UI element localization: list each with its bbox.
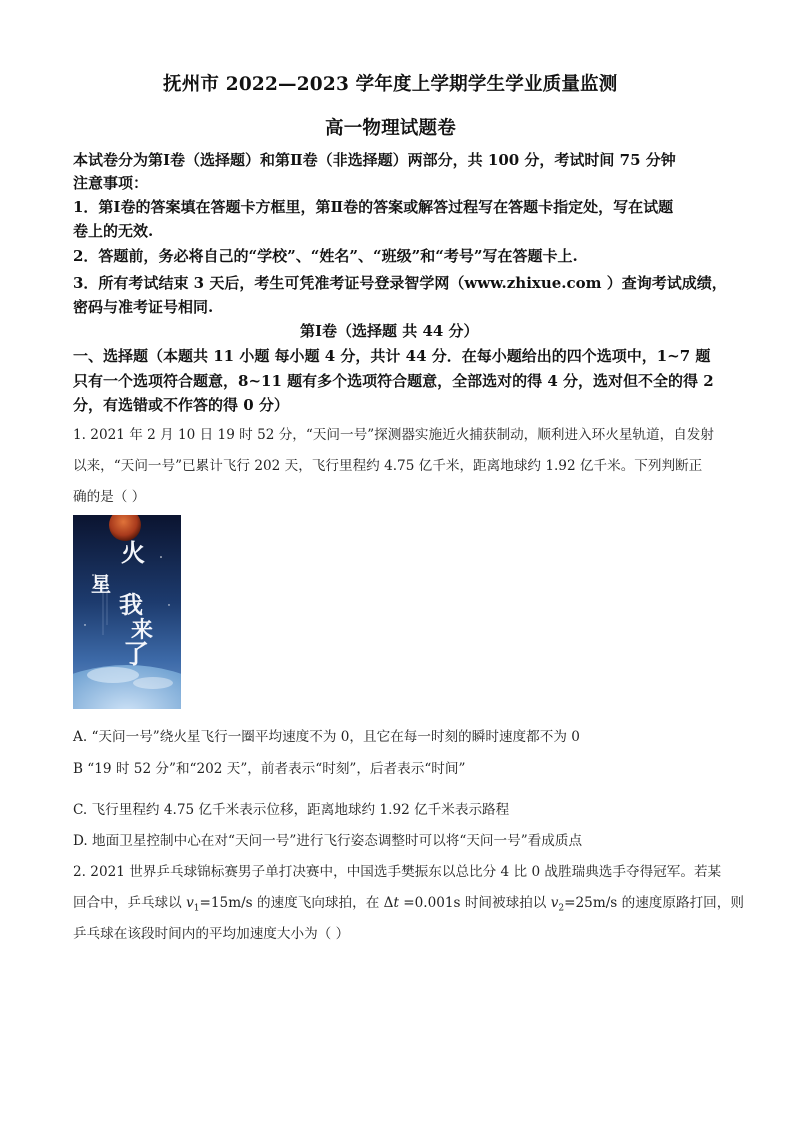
option-b: B “19 时 52 分”和“202 天”，前者表示“时刻”，后者表示“时间” (73, 761, 466, 777)
option-c: C. 飞行里程约 4.75 亿千米表示位移，距离地球约 1.92 亿千米表示路程 (73, 802, 510, 818)
note-3: 3．所有考试结束 3 天后，考生可凭准考证号登录智学网（www.zhixue.com ）查询考试成绩， (73, 274, 727, 292)
question-2-line-3: 乒乓球在该段时间内的平均加速度大小为（ ） (73, 926, 350, 942)
note-2: 2．答题前，务必将自己的“学校”、“姓名”、“班级”和“考号”写在答题卡上. (73, 247, 578, 265)
question-2-line-2: 回合中，乒乓球以 $v_1=15m/s$ 的速度飞向球拍，在 Δt =0.001s 时间被球拍以 $v_2=25m/s$ 的速度原路打回，则 (73, 895, 744, 914)
note-1: 1．第Ⅰ卷的答案填在答题卡方框里，第Ⅱ卷的答案或解答过程写在答题卡指定处，写在试题 (73, 198, 674, 216)
question-2: 2. 2021 世界乒乓球锦标赛男子单打决赛中，中国选手樊振东以总比分 4 比 0 战胜瑞典选手夺得冠军。若某 (73, 864, 722, 880)
option-d: D. 地面卫星控制中心在对“天问一号”进行飞行姿态调整时可以将“天问一号”看成质点 (73, 833, 583, 849)
note-1-cont: 卷上的无效. (73, 222, 154, 240)
intro-line: 本试卷分为第Ⅰ卷（选择题）和第Ⅱ卷（非选择题）两部分，共 100 分，考试时间 75 分钟 (73, 151, 676, 169)
poster-char-1: 火 (121, 538, 145, 567)
mars-poster-image (73, 515, 181, 709)
var-t: t (393, 895, 399, 911)
poster-char-3: 我 (119, 590, 143, 619)
question-1-line-2: 以来，“天问一号”已累计飞行 202 天，飞行里程约 4.75 亿千米，距离地球约 1.92 亿千米。下列判断正 (73, 458, 703, 474)
section-instructions-2: 只有一个选项符合题意，8~11 题有多个选项符合题意，全部选对的得 4 分，选对但不全的得 2 (73, 372, 714, 390)
option-a: A. “天问一号”绕火星飞行一圈平均速度不为 0，且它在每一时刻的瞬时速度都不为 0 (73, 729, 580, 745)
var-v2: v (550, 895, 559, 911)
note-3-cont: 密码与准考证号相同. (73, 298, 214, 316)
notice-title: 注意事项： (73, 174, 149, 192)
var-v1: v (186, 895, 194, 911)
section-heading: 第Ⅰ卷（选择题 共 44 分） (300, 322, 479, 340)
poster-char-2: 星 (91, 572, 111, 596)
question-1-line-3: 确的是（ ） (73, 489, 146, 505)
exam-title: 抚州市 2022—2023 学年度上学期学生学业质量监测 (163, 74, 618, 95)
poster-char-4: 来 (131, 617, 154, 643)
section-instructions-3: 分，有选错或不作答的得 0 分） (73, 396, 289, 414)
exam-subtitle: 高一物理试题卷 (325, 118, 456, 139)
question-1: 1. 2021 年 2 月 10 日 19 时 52 分，“天问一号”探测器实施近火捕获制动，顺利进入环火星轨道，自发射 (73, 427, 714, 443)
poster-char-5: 了 (123, 640, 150, 670)
section-instructions: 一、选择题（本题共 11 小题 每小题 4 分，共计 44 分．在每小题给出的四个选项中，1~7 题 (73, 347, 711, 365)
